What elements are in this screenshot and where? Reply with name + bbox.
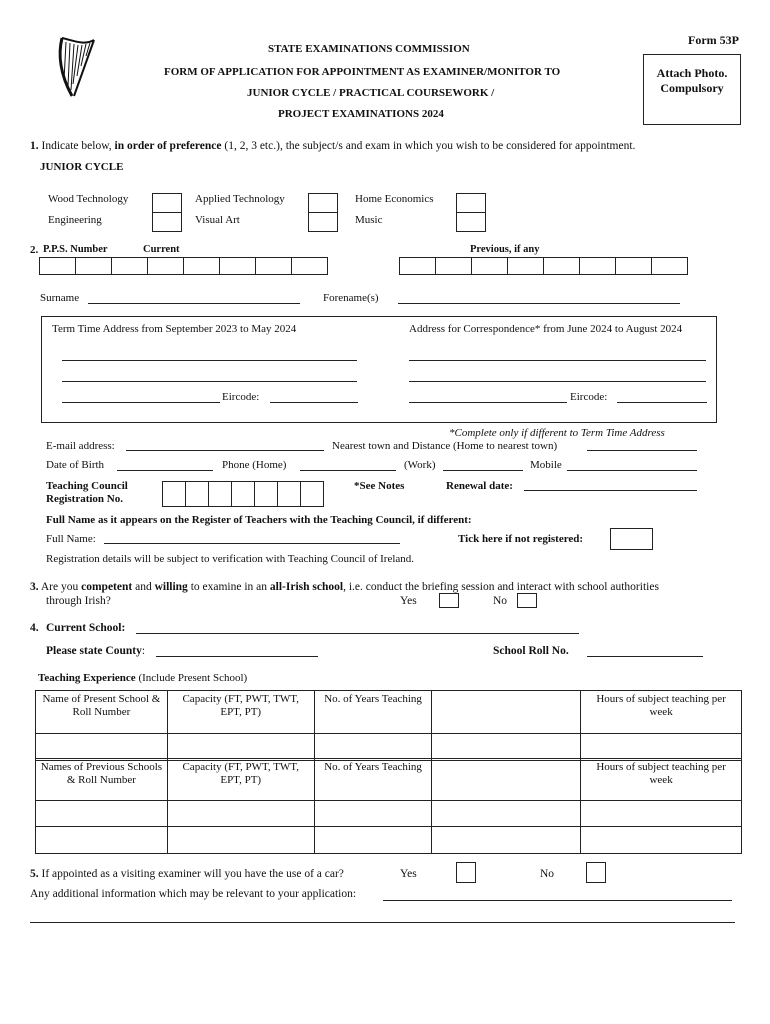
q1-number: 1.: [30, 140, 39, 152]
additional-info-field-1[interactable]: [383, 900, 732, 901]
q3-t4: , i.e. conduct the briefing session and interact with school authorities: [343, 581, 659, 593]
phone-home-field[interactable]: [300, 470, 396, 471]
term-address-line-2[interactable]: [62, 381, 357, 382]
fullname-heading: Full Name as it appears on the Register of Teachers with the Teaching Council, if different:: [46, 514, 472, 526]
q3-question: [30, 581, 659, 593]
pps-previous-label: Previous, if any: [470, 244, 540, 255]
tc-char-box[interactable]: [185, 481, 209, 507]
current-school-label: Current School:: [46, 622, 126, 634]
subject-wood-technology: Wood Technology: [48, 193, 129, 205]
q3-no-label: No: [493, 595, 508, 607]
table-cell[interactable]: [167, 734, 314, 761]
q5-number: 5.: [30, 868, 39, 880]
corr-address-line-3[interactable]: [409, 402, 567, 403]
pps-current-boxes[interactable]: [39, 257, 328, 275]
see-notes: *See Notes: [354, 480, 405, 492]
tc-char-box[interactable]: [254, 481, 278, 507]
form-number: Form 53P: [688, 33, 739, 47]
pps-label: P.P.S. Number: [43, 244, 108, 255]
form-title-2: JUNIOR CYCLE / PRACTICAL COURSEWORK /: [247, 87, 495, 99]
q5-yes-checkbox[interactable]: [456, 862, 476, 883]
phone-work-label: (Work): [404, 459, 436, 471]
q5-yes-label: Yes: [400, 868, 417, 880]
form-title-3: PROJECT EXAMINATIONS 2024: [278, 108, 444, 120]
email-field[interactable]: [126, 450, 324, 451]
photo-label-2: Compulsory: [660, 81, 724, 95]
nearest-town-field[interactable]: [587, 450, 697, 451]
term-eircode-label: Eircode:: [222, 391, 260, 403]
table-cell[interactable]: [314, 827, 432, 854]
q3-line2: through Irish?: [46, 595, 111, 607]
complete-note: *Complete only if different to Term Time Address: [449, 427, 665, 439]
form-title-1: FORM OF APPLICATION FOR APPOINTMENT AS EXAMINER/MONITOR TO: [164, 66, 561, 78]
q3-b1: competent: [81, 581, 133, 593]
previous-schools-table: [35, 758, 742, 854]
engineering-pref-box[interactable]: [152, 212, 182, 232]
q3-b2: willing: [154, 581, 188, 593]
q3-yes-label: Yes: [400, 595, 417, 607]
term-eircode-field[interactable]: [270, 402, 358, 403]
junior-cycle-heading: JUNIOR CYCLE: [40, 161, 124, 173]
table-header: Hours of subject teaching per week: [581, 759, 742, 801]
forename-label: Forename(s): [323, 292, 379, 304]
tc-char-box[interactable]: [231, 481, 255, 507]
mobile-field[interactable]: [567, 470, 697, 471]
corr-address-line-2[interactable]: [409, 381, 706, 382]
pps-current-label: Current: [143, 244, 180, 255]
subject-music: Music: [355, 214, 383, 226]
q3-yes-checkbox[interactable]: [439, 593, 459, 608]
q1-text-b: (1, 2, 3 etc.), the subject/s and exam in which you wish to be considered for appointment.: [224, 140, 636, 152]
q1-text-bold: in order of preference: [114, 140, 222, 152]
pps-char-box[interactable]: [255, 257, 292, 275]
county-field[interactable]: [156, 656, 318, 657]
visual-art-pref-box[interactable]: [308, 212, 338, 232]
pps-char-box[interactable]: [399, 257, 436, 275]
tc-char-box[interactable]: [208, 481, 232, 507]
current-school-field[interactable]: [136, 633, 579, 634]
pps-char-box[interactable]: [651, 257, 688, 275]
not-registered-label: Tick here if not registered:: [458, 533, 584, 545]
table-cell[interactable]: [167, 801, 314, 827]
q3-b3: all-Irish school: [269, 581, 344, 593]
tc-char-box[interactable]: [162, 481, 186, 507]
surname-label: Surname: [40, 292, 80, 304]
org-name: STATE EXAMINATIONS COMMISSION: [268, 43, 470, 55]
teaching-exp-heading: [38, 672, 247, 684]
pps-char-box[interactable]: [507, 257, 544, 275]
q5-question: [30, 868, 344, 880]
tc-reg-boxes[interactable]: [162, 481, 324, 507]
q5-no-label: No: [540, 868, 555, 880]
pps-char-box[interactable]: [147, 257, 184, 275]
teaching-exp-label: Teaching Experience: [38, 672, 136, 684]
pps-char-box[interactable]: [219, 257, 256, 275]
table-cell[interactable]: [581, 734, 742, 761]
table-cell[interactable]: [432, 734, 581, 761]
table-cell[interactable]: [432, 801, 581, 827]
table-header: Capacity (FT, PWT, TWT, EPT, PT): [167, 691, 314, 734]
term-address-line-1[interactable]: [62, 360, 357, 361]
fullname-label: Full Name:: [46, 533, 96, 545]
term-address-title: Term Time Address from September 2023 to May 2024: [52, 323, 297, 335]
table-cell[interactable]: [581, 801, 742, 827]
q3-t3: to examine in an: [190, 581, 268, 593]
corr-eircode-label: Eircode:: [570, 391, 608, 403]
pps-char-box[interactable]: [111, 257, 148, 275]
present-school-table: [35, 690, 742, 761]
pps-previous-boxes[interactable]: [399, 257, 688, 275]
table-cell[interactable]: [314, 734, 432, 761]
q1-text-a: Indicate below,: [41, 140, 112, 152]
table-header: No. of Years Teaching: [314, 759, 432, 801]
phone-home-label: Phone (Home): [222, 459, 287, 471]
corr-eircode-field[interactable]: [617, 402, 707, 403]
q4-number: 4.: [30, 622, 39, 634]
q3-t2: and: [135, 581, 152, 593]
corr-address-line-1[interactable]: [409, 360, 706, 361]
table-cell[interactable]: [36, 827, 168, 854]
county-colon: :: [141, 645, 146, 657]
fullname-field[interactable]: [104, 543, 400, 544]
table-cell[interactable]: [167, 827, 314, 854]
applied-technology-pref-box[interactable]: [308, 193, 338, 213]
table-header: [432, 759, 581, 801]
county-label-wrap: [46, 645, 145, 657]
q3-t1: Are you: [40, 581, 79, 593]
pps-char-box[interactable]: [579, 257, 616, 275]
pps-char-box[interactable]: [615, 257, 652, 275]
subject-home-economics: Home Economics: [355, 193, 434, 205]
table-cell[interactable]: [581, 827, 742, 854]
pps-char-box[interactable]: [183, 257, 220, 275]
email-label: E-mail address:: [46, 440, 115, 452]
table-header: Name of Present School & Roll Number: [36, 691, 168, 734]
teaching-exp-note: (Include Present School): [138, 672, 248, 684]
photo-box[interactable]: [643, 54, 741, 125]
table-header: Hours of subject teaching per week: [581, 691, 742, 734]
tc-char-box[interactable]: [277, 481, 301, 507]
renewal-label: Renewal date:: [446, 480, 513, 492]
table-header: Capacity (FT, PWT, TWT, EPT, PT): [167, 759, 314, 801]
table-cell[interactable]: [314, 801, 432, 827]
mobile-label: Mobile: [530, 459, 562, 471]
tc-char-box[interactable]: [300, 481, 324, 507]
pps-char-box[interactable]: [291, 257, 328, 275]
dob-label: Date of Birth: [46, 459, 105, 471]
forename-field[interactable]: [398, 303, 680, 304]
pps-char-box[interactable]: [471, 257, 508, 275]
pps-char-box[interactable]: [39, 257, 76, 275]
q5-no-checkbox[interactable]: [586, 862, 606, 883]
q3-number: 3.: [30, 581, 39, 593]
q1-instruction: [30, 140, 635, 152]
table-header: No. of Years Teaching: [314, 691, 432, 734]
tc-label-2: Registration No.: [46, 493, 123, 505]
not-registered-checkbox[interactable]: [610, 528, 653, 550]
q2-number: 2.: [30, 244, 39, 256]
table-cell[interactable]: [36, 734, 168, 761]
subject-visual-art: Visual Art: [195, 214, 240, 226]
pps-char-box[interactable]: [435, 257, 472, 275]
q5-text: If appointed as a visiting examiner will you have the use of a car?: [41, 868, 344, 880]
table-cell[interactable]: [432, 827, 581, 854]
pps-char-box[interactable]: [75, 257, 112, 275]
subject-applied-technology: Applied Technology: [195, 193, 285, 205]
reg-details-note: Registration details will be subject to verification with Teaching Council of Ireland.: [46, 553, 415, 565]
subject-engineering: Engineering: [48, 214, 102, 226]
wood-technology-pref-box[interactable]: [152, 193, 182, 213]
table-cell[interactable]: [36, 801, 168, 827]
home-economics-pref-box[interactable]: [456, 193, 486, 213]
table-header: [432, 691, 581, 734]
surname-field[interactable]: [88, 303, 300, 304]
table-header: Names of Previous Schools & Roll Number: [36, 759, 168, 801]
renewal-field[interactable]: [524, 490, 697, 491]
music-pref-box[interactable]: [456, 212, 486, 232]
roll-no-label: School Roll No.: [493, 645, 569, 657]
photo-label-1: Attach Photo.: [656, 66, 728, 80]
q3-no-checkbox[interactable]: [517, 593, 537, 608]
county-label: Please state County: [46, 645, 142, 657]
term-address-line-3[interactable]: [62, 402, 220, 403]
additional-info-label: Any additional information which may be relevant to your application:: [30, 888, 357, 900]
pps-char-box[interactable]: [543, 257, 580, 275]
roll-no-field[interactable]: [587, 656, 703, 657]
nearest-town-label: Nearest town and Distance (Home to nearest town): [332, 440, 558, 452]
harp-logo: [50, 34, 102, 103]
tc-label-1: Teaching Council: [46, 480, 128, 492]
corr-address-title: Address for Correspondence* from June 2024 to August 2024: [409, 323, 683, 335]
additional-info-field-2[interactable]: [30, 922, 735, 923]
dob-field[interactable]: [117, 470, 213, 471]
phone-work-field[interactable]: [443, 470, 523, 471]
